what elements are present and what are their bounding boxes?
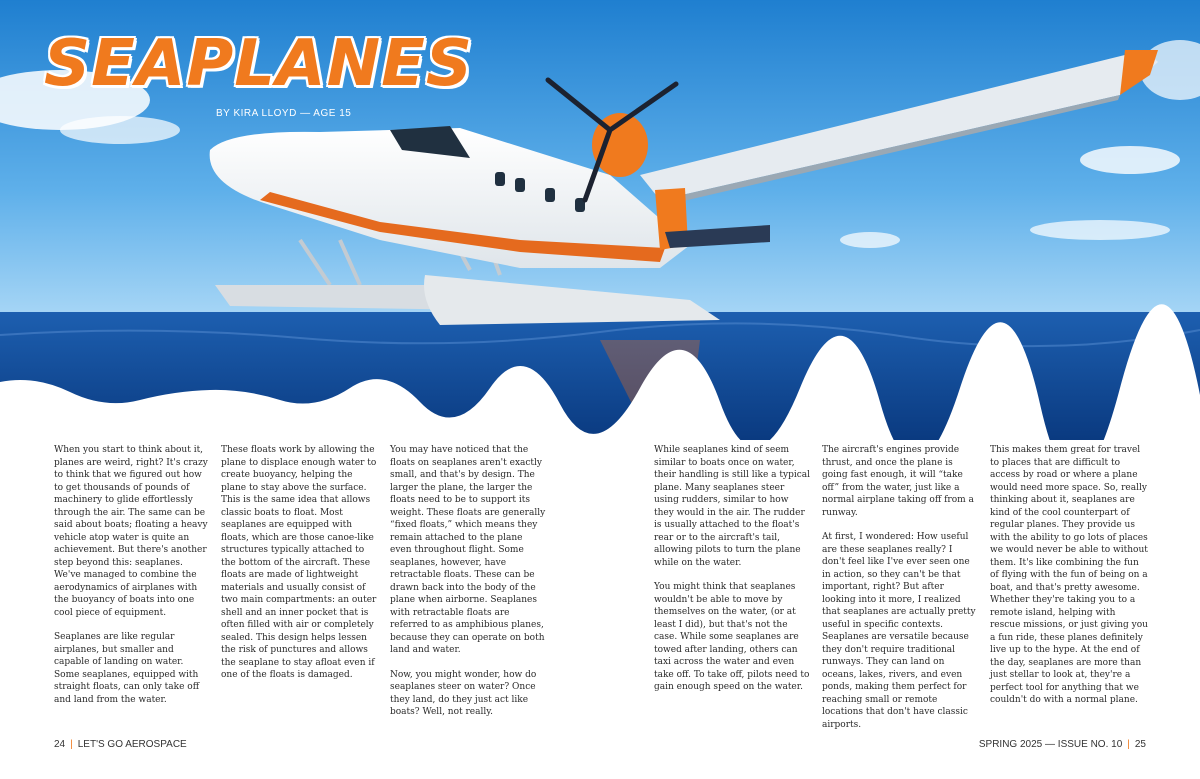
footer-right: [979, 739, 1146, 750]
footer-divider: |: [70, 739, 73, 750]
article-column: [390, 444, 546, 731]
article-column: [221, 444, 377, 694]
article-column: [990, 444, 1148, 719]
issue-number: ISSUE NO. 10: [1057, 739, 1123, 750]
article-paragraph: This makes them great for travel to places that are difficult to access by road or where a plane would need more space. So, really thinking about it, seaplanes are kind of the cool counterpart of regular planes. They provide us with the ability to go lots of places we would never be able to without them. It's like combining the fun of flying with the fun of being on a boat, and that's pretty awesome. Whether they're taking you to a remote island, helping with rescue missions, or just giving you a fun ride, these planes definitely live up to the hype. At the end of the day, seaplanes are more than just stellar to look at, they're a perfect tool for anything that we couldn't do with a normal plane.: [990, 445, 1148, 705]
article-paragraph: Now, you might wonder, how do seaplanes steer on water? Once they land, do they just act like boats? Well, not really.: [390, 669, 537, 717]
page-number-left: 24: [54, 739, 66, 750]
page-number-right: 25: [1134, 739, 1146, 750]
article-column: [54, 444, 210, 718]
article-paragraph: You might think that seaplanes wouldn't be able to move by themselves on the water, (or at least I did), but that's not the case. While some seaplanes are towed after landing, others can taxi across the water and even take off. To take off, pilots need to gain enough speed on the water.: [654, 582, 810, 692]
byline: BY KIRA LLOYD — AGE 15: [216, 108, 352, 119]
title-block: [44, 27, 473, 101]
article-column: [822, 444, 978, 743]
article-paragraph: These floats work by allowing the plane to displace enough water to create buoyancy, helping the plane to stay above the surface. This is the same idea that allows classic boats to float. Most seaplanes are equipped with floats, which are those canoe-like structures typically attached to the bottom of the aircraft. These floats are made of lightweight materials and usually consist of two main compartments: an outer shell and an inner pocket that is often filled with air or completely sealed. This design helps lessen the risk of punctures and allows the seaplane to stay afloat even if one of the floats is damaged.: [221, 445, 377, 680]
issue-date: SPRING 2025: [978, 739, 1043, 750]
footer-divider: |: [1127, 739, 1130, 750]
article-paragraph: You may have noticed that the floats on seaplanes aren't exactly small, and that's by design. The larger the plane, the larger the floats need to be to support its weight. These floats are generally “fixed floats,” which means they remain attached to the plane even throughout flight. Some seaplanes, however, have retractable floats. These can be drawn back into the body of the plane when airborne. Seaplanes with retractable floats are referred to as amphibious planes, because they can operate on both land and water.: [390, 445, 546, 655]
article-paragraph: While seaplanes kind of seem similar to boats once on water, their handling is still like a typical plane. Many seaplanes steer using rudders, similar to how they would in the air. The rudder is usually attached to the float's rear or to the aircraft's tail, allowing pilots to turn the plane while on the water.: [654, 445, 811, 568]
article-paragraph: Seaplanes are like regular airplanes, but smaller and capable of landing on water. Some seaplanes, equipped with straight floats, can only take off and land from the water.: [54, 632, 200, 705]
magazine-name: LET'S GO AEROSPACE: [77, 739, 187, 750]
footer-dash: —: [1045, 739, 1056, 750]
article-title: SEAPLANES: [44, 27, 473, 101]
article-paragraph: The aircraft's engines provide thrust, and once the plane is going fast enough, it will “take off” from the water, just like a normal airplane taking off from a runway.: [822, 445, 974, 518]
article-paragraph: At first, I wondered: How useful are these seaplanes really? I don't feel like I've ever seen one in action, so they can't be that important, right? But after looking into it more, I realized that seaplanes are actually pretty useful in specific contexts. Seaplanes are versatile because they don't require traditional runways. They can land on oceans, lakes, rivers, and even ponds, making them perfect for reaching small or remote locations that don't have classic airports.: [822, 532, 976, 730]
article-column: [654, 444, 810, 706]
article-paragraph: When you start to think about it, planes are weird, right? It's crazy to think that we figured out how to get thousands of pounds of machinery to glide effortlessly through the air. The same can be said about boats; floating a heavy vehicle atop water is quite an achievement. But there's another step beyond this: seaplanes. We've managed to combine the aerodynamics of airplanes with the buoyancy of boats into one cool piece of equipment.: [54, 445, 208, 618]
footer-left: [54, 739, 187, 750]
